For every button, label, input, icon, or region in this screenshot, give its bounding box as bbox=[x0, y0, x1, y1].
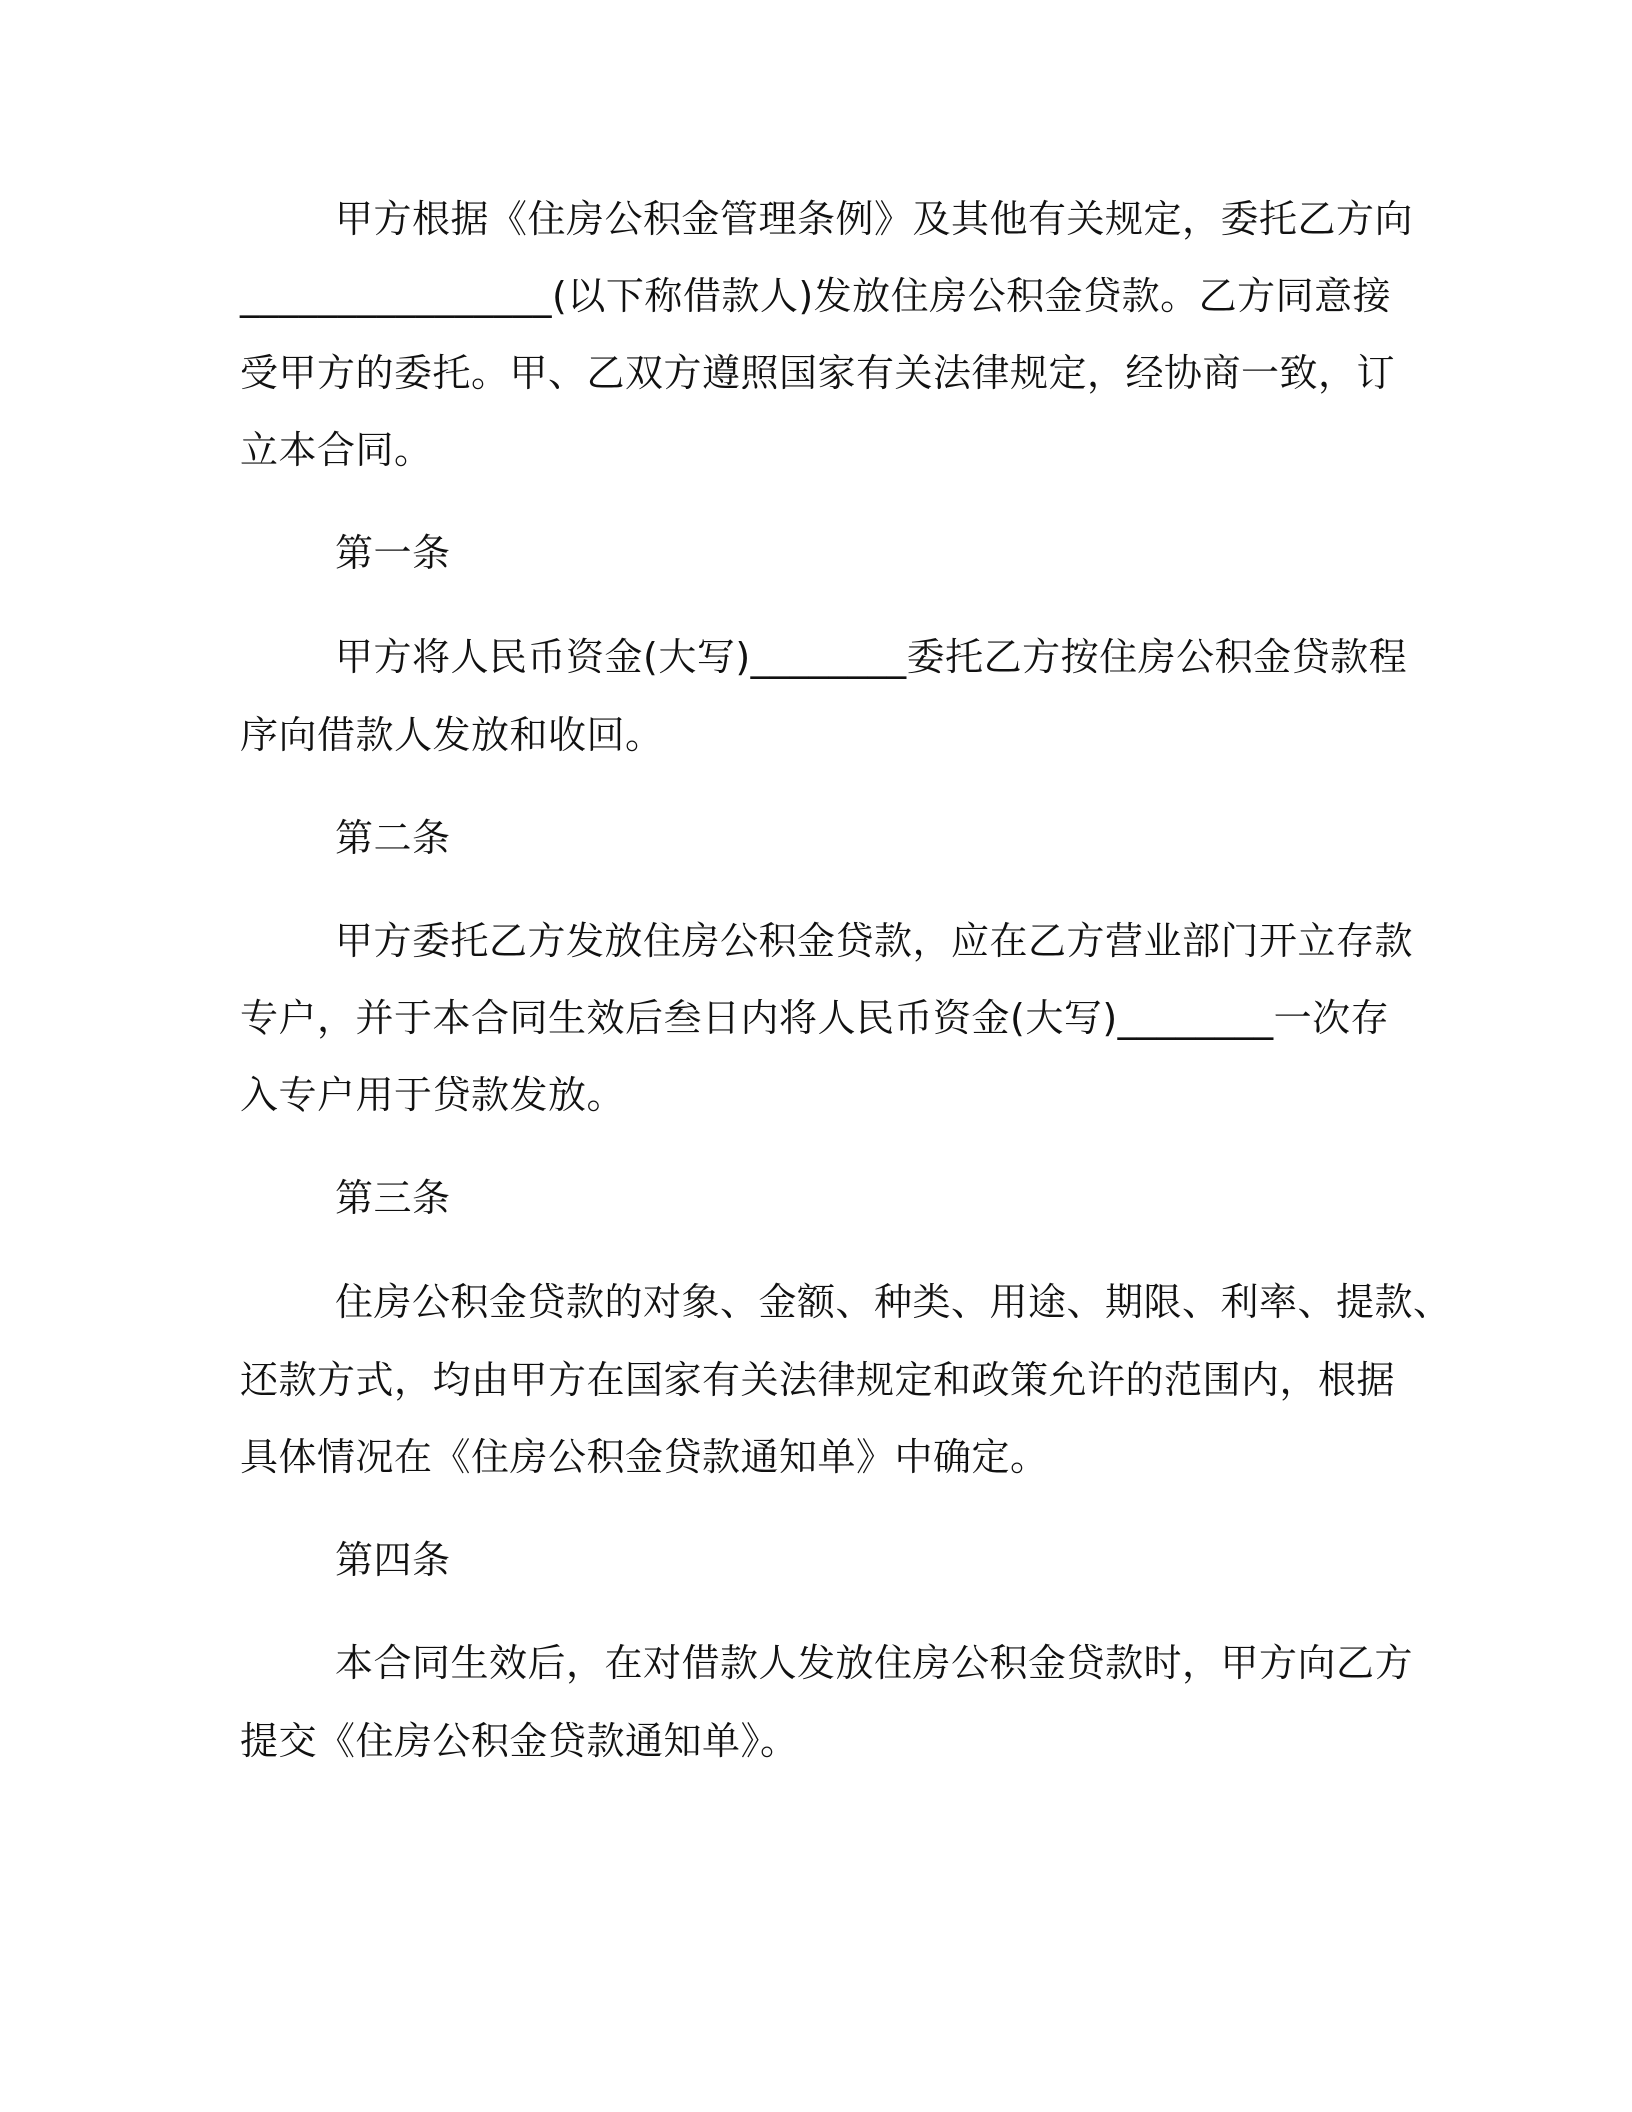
intro-line-1: 甲方根据《住房公积金管理条例》及其他有关规定，委托乙方向 bbox=[335, 197, 1414, 241]
article-4-line-2: 提交《住房公积金贷款通知单》。 bbox=[240, 1719, 799, 1763]
article-1-line-1: 甲方将人民币资金(大写)________委托乙方按住房公积金贷款程 bbox=[335, 635, 1408, 679]
article-2-line-2: 专户，并于本合同生效后叁日内将人民币资金(大写)________一次存 bbox=[240, 996, 1390, 1040]
article-3-line-1: 住房公积金贷款的对象、金额、种类、用途、期限、利率、提款、 bbox=[335, 1280, 1452, 1324]
article-4-title: 第四条 bbox=[335, 1538, 451, 1582]
intro-line-2: ________________(以下称借款人)发放住房公积金贷款。乙方同意接 bbox=[240, 274, 1392, 318]
article-2-title: 第二条 bbox=[335, 816, 451, 860]
article-2-line-3: 入专户用于贷款发放。 bbox=[240, 1073, 626, 1117]
article-4-line-1: 本合同生效后，在对借款人发放住房公积金贷款时，甲方向乙方 bbox=[335, 1641, 1414, 1685]
article-3-title: 第三条 bbox=[335, 1176, 451, 1220]
article-1-title: 第一条 bbox=[335, 531, 451, 575]
intro-line-3: 受甲方的委托。甲、乙双方遵照国家有关法律规定，经协商一致，订 bbox=[240, 351, 1396, 395]
article-3-line-2: 还款方式，均由甲方在国家有关法律规定和政策允许的范围内，根据 bbox=[240, 1358, 1396, 1402]
article-2-line-1: 甲方委托乙方发放住房公积金贷款，应在乙方营业部门开立存款 bbox=[335, 919, 1414, 963]
article-1-line-2: 序向借款人发放和收回。 bbox=[240, 713, 664, 757]
intro-line-4: 立本合同。 bbox=[240, 428, 433, 472]
article-3-line-3: 具体情况在《住房公积金贷款通知单》中确定。 bbox=[240, 1435, 1049, 1479]
